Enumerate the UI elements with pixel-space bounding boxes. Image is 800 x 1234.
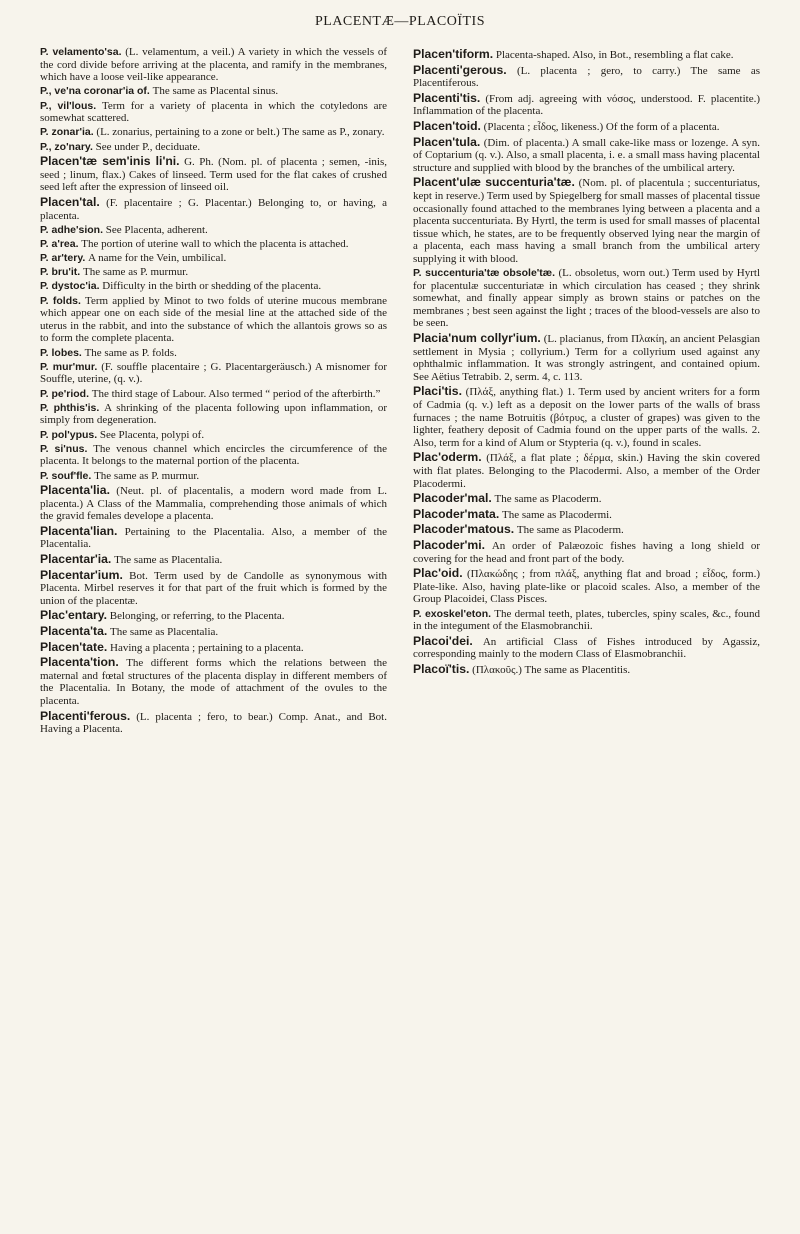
dictionary-entry — [40, 252, 387, 265]
entry-headword: Placentar'ia. — [40, 552, 112, 567]
entry-headword: P. bru'it. — [40, 266, 81, 279]
entry-definition: The same as Placodermi. — [501, 508, 612, 521]
entry-headword: P. folds. — [40, 294, 81, 307]
entry-definition: See under P., deciduate. — [95, 140, 201, 153]
entry-headword: P., vil'lous. — [40, 99, 97, 112]
entry-headword: Placenti'ferous. — [40, 708, 131, 723]
entry-definition: The same as Placoderm. — [516, 524, 624, 537]
dictionary-entry — [413, 635, 760, 661]
entry-definition: Pertaining to the Placentalia. Also, a member of the Placentalia. — [40, 525, 387, 551]
entry-headword: Placenta'lia. — [40, 483, 110, 498]
dictionary-entry — [40, 100, 387, 125]
entry-definition: (L. placenta ; gero, to carry.) The same as Placentiferous. — [413, 64, 761, 90]
dictionary-entry — [40, 388, 387, 401]
entry-definition: (Πλακώδης ; from πλάξ, anything flat and broad ; εἶδος, form.) Plate-like. Also, having plate-like or placoid scales. Also, a member of the Group Placoidei, Class Pisces. — [413, 568, 761, 606]
dictionary-entry — [413, 64, 760, 90]
entry-definition: (L. velamentum, a veil.) A variety in which the vessels of the cord divide before arriving at the placenta, and ramify in the membranes, which have a loose veil-like appearance. — [40, 46, 388, 84]
dictionary-entry — [413, 120, 760, 134]
entry-headword: Placen'tate. — [40, 639, 108, 654]
dictionary-entry — [40, 196, 387, 222]
dictionary-entry — [413, 451, 760, 490]
entry-headword: Placoder'mata. — [413, 506, 500, 521]
entry-definition: (L. placianus, from Πλακίη, an ancient Pelasgian settlement in Mysia ; collyrium.) Term for a collyrium used against any ophthalmic inflammation. It was strongly astringent, and contained opium. See Aëtius Tetrabib. 2, serm. 4, c. 113. — [413, 333, 760, 383]
dictionary-entry — [40, 141, 387, 154]
entry-definition: (Neut. pl. of placentalis, a modern word made from L. placenta.) A Class of the Mammalia, comprehending those animals of which the gravid females develope a placenta. — [40, 485, 388, 523]
entry-definition: The different forms which the relations between the maternal and fœtal structures of the placenta display in different members of the Placentalia. In Botany, the mode of attachment of the ovules to the placenta. — [40, 657, 388, 707]
dictionary-entry — [40, 361, 387, 386]
entry-headword: Placenta'lian. — [40, 523, 118, 538]
dictionary-entry — [40, 46, 387, 84]
entry-headword: Placoder'mi. — [413, 537, 485, 552]
entry-definition: Placenta-shaped. Also, in Bot., resembling a flat cake. — [495, 49, 734, 61]
dictionary-entry — [40, 569, 387, 608]
entry-headword: P. mur'mur. — [40, 360, 98, 373]
dictionary-entry — [413, 492, 760, 506]
entry-definition: Difficulty in the birth or shedding of the placenta. — [102, 280, 322, 293]
dictionary-entry — [413, 508, 760, 522]
dictionary-entry — [40, 553, 387, 567]
dictionary-entry — [40, 126, 387, 139]
left-column — [40, 46, 387, 737]
dictionary-entry — [40, 155, 387, 194]
dictionary-entry — [413, 48, 760, 62]
entry-headword: Placen'toid. — [413, 118, 481, 133]
entry-headword: P. pe'riod. — [40, 387, 89, 400]
entry-headword: Placi'tis. — [413, 384, 462, 399]
dictionary-entry — [40, 525, 387, 551]
entry-headword: Placoi'dei. — [413, 633, 473, 648]
entry-definition: (Nom. pl. of placentula ; succenturiatus, kept in reserve.) Term used by Spiegelberg for small masses of placental tissue occasionally found attached to the membranes lying between a placenta and a placenta succenturiata. By Hyrtl, the term is used for small masses of placental tissue which, he states, are to be frequently observed lying near the margin of a placenta, each mass having a small branch from the umbilical artery supplying it with blood. — [413, 177, 760, 265]
entry-headword: Placoï'tis. — [413, 661, 470, 676]
entry-headword: P. phthis'is. — [40, 401, 100, 414]
entry-headword: P. pol'ypus. — [40, 428, 98, 441]
entry-definition: The dermal teeth, plates, tubercles, spiny scales, &c., found in the integument of the Elasmobranchii. — [413, 607, 761, 633]
entry-definition: (From adj. agreeing with νόσος, understood. F. placentite.) Inflammation of the placenta. — [413, 92, 761, 118]
dictionary-entry — [413, 385, 760, 449]
entry-headword: Placenti'gerous. — [413, 62, 507, 77]
dictionary-entry — [40, 266, 387, 279]
entry-headword: P., zo'nary. — [40, 140, 93, 153]
entry-definition: The venous channel which encircles the circumference of the placenta. It belongs to the maternal portion of the placenta. — [40, 442, 388, 468]
entry-headword: Placenta'tion. — [40, 655, 119, 670]
entry-definition: The same as P. murmur. — [94, 469, 200, 482]
dictionary-entry — [40, 85, 387, 98]
dictionary-entry — [40, 710, 387, 736]
entry-definition: Belonging, or referring, to the Placenta. — [109, 610, 285, 623]
entry-definition: A shrinking of the placenta following upon inflammation, or simply from degeneration. — [40, 401, 388, 427]
entry-definition: Bot. Term used by de Candolle as synonymous with Placenta. Mirbel reserves it for that part of the fruit which is formed by the union of the placentæ. — [40, 569, 388, 607]
entry-definition: (Πλακοῦς.) The same as Placentitis. — [472, 663, 631, 676]
entry-headword: Placia'num collyr'ium. — [413, 331, 541, 346]
entry-headword: Placen'tiform. — [413, 47, 494, 61]
entry-headword: Placenta'ta. — [40, 624, 108, 639]
entry-headword: Placen'tal. — [40, 194, 100, 209]
entry-definition: The same as Placentalia. — [114, 554, 223, 567]
entry-headword: P. souf'fle. — [40, 469, 92, 482]
entry-definition: An order of Palæozoic fishes having a long shield or covering for the head and front part of the body. — [413, 539, 761, 565]
entry-definition: (Πλάξ, anything flat.) 1. Term used by ancient writers for a form of Cadmia (q. v.) left as a deposit on the lower parts of the walls of brass furnaces ; the name Botruitis (βότρυς, a cluster of grapes) was given to the lighter, feathery deposit of Cadmia found on the upper parts of the walls. 2. Also, term for a kind of Alum or Stypteria (q. v.), found in scales. — [413, 386, 760, 449]
entry-headword: P. ar'tery. — [40, 252, 86, 265]
dictionary-entry — [40, 470, 387, 483]
dictionary-entry — [40, 402, 387, 427]
entry-headword: Placen'tula. — [413, 134, 481, 149]
entry-definition: See Placenta, polypi of. — [99, 428, 205, 441]
entry-definition: (L. placenta ; fero, to bear.) Comp. Anat., and Bot. Having a Placenta. — [40, 710, 387, 736]
entry-headword: P. velamento'sa. — [40, 46, 122, 58]
page-header: PLACENTÆ—PLACOÏTIS — [314, 14, 485, 29]
entry-headword: P. lobes. — [40, 346, 82, 359]
entry-headword: Placenti'tis. — [413, 90, 481, 105]
dictionary-entry — [413, 332, 760, 383]
entry-definition: (Placenta ; εἶδος, likeness.) Of the form of a placenta. — [483, 120, 720, 133]
dictionary-entry — [40, 429, 387, 442]
entry-headword: P. exoskel'eton. — [413, 607, 492, 620]
entry-definition: The same as Placentalia. — [110, 626, 219, 639]
entry-headword: Placentar'ium. — [40, 567, 123, 582]
entry-headword: Placen'tæ sem'inis li'ni. — [40, 154, 180, 169]
entry-definition: (F. placentaire ; G. Placentar.) Belonging to, or having, a placenta. — [40, 196, 387, 222]
entry-headword: Placoder'mal. — [413, 491, 492, 506]
dictionary-entry — [413, 608, 760, 633]
dictionary-entry — [413, 176, 760, 265]
entry-definition: Term for a variety of placenta in which the cotyledons are somewhat scattered. — [40, 99, 388, 125]
entry-headword: P., ve'na coronar'ia of. — [40, 85, 150, 98]
entry-headword: Placoder'matous. — [413, 522, 515, 537]
entry-definition: An artificial Class of Fishes introduced by Agassiz, corresponding mainly to the modern Class of Elasmobranchii. — [413, 635, 760, 661]
entry-definition: (F. souffle placentaire ; G. Placentargeräusch.) A misnomer for Souffle, uterine, (q. v.). — [40, 360, 387, 386]
entry-definition: The third stage of Labour. Also termed “ period of the afterbirth.” — [91, 387, 381, 400]
entry-headword: P. zonar'ia. — [40, 126, 94, 139]
dictionary-entry — [40, 347, 387, 360]
entry-definition: A name for the Vein, umbilical. — [88, 252, 227, 265]
entry-definition: The same as Placental sinus. — [152, 85, 279, 98]
right-column — [413, 46, 760, 678]
entry-definition: G. Ph. (Nom. pl. of placenta ; semen, -inis, seed ; linum, flax.) Cakes of linseed. Term used for the flat cakes of crushed seed left after the expression of linseed oil. — [40, 156, 387, 194]
dictionary-entry — [40, 656, 387, 707]
entry-headword: P. dystoc'ia. — [40, 280, 100, 293]
dictionary-entry — [413, 539, 760, 565]
entry-definition: Term applied by Minot to two folds of uterine mucous membrane which appear one on each side of the mesial line at the attached side of the uterus in the rabbit, and into the substance of which the allantois grows so as to form the complete placenta. — [40, 294, 388, 345]
entry-definition: The portion of uterine wall to which the placenta is attached. — [81, 237, 349, 250]
entry-definition: Having a placenta ; pertaining to a placenta. — [110, 641, 304, 654]
dictionary-entry — [413, 92, 760, 118]
entry-headword: Plac'entary. — [40, 608, 108, 623]
entry-headword: P. a'rea. — [40, 237, 79, 250]
columns — [40, 46, 760, 737]
entry-headword: Plac'oid. — [413, 566, 463, 581]
dictionary-entry — [413, 663, 760, 677]
entry-definition: The same as P. folds. — [84, 346, 177, 359]
dictionary-entry — [40, 625, 387, 639]
entry-definition: (Πλάξ, a flat plate ; δέρμα, skin.) Having the skin covered with flat plates. Belonging to the Placodermi. Also, a member of the Order Placodermi. — [413, 452, 760, 490]
dictionary-entry — [40, 238, 387, 251]
entry-definition: (L. obsoletus, worn out.) Term used by Hyrtl for placentulæ succenturiatæ in which circulation has ceased ; they shrink somewhat, and finally appear simply as brown stains or patches on the membranes ; best seen against the light ; traces of the blood-vessels are also to be seen. — [413, 267, 760, 330]
dictionary-entry — [40, 609, 387, 623]
entry-definition: See Placenta, adherent. — [105, 223, 208, 236]
entry-definition: The same as Placoderm. — [494, 493, 602, 506]
dictionary-entry — [40, 224, 387, 237]
dictionary-entry — [40, 443, 387, 468]
dictionary-entry — [413, 136, 760, 175]
dictionary-entry — [40, 295, 387, 345]
dictionary-entry — [413, 267, 760, 330]
dictionary-entry — [40, 641, 387, 655]
dictionary-entry — [40, 280, 387, 293]
dictionary-entry — [413, 567, 760, 606]
entry-definition: The same as P. murmur. — [82, 266, 189, 279]
entry-headword: Plac'oderm. — [413, 450, 482, 465]
entry-headword: P. si'nus. — [40, 442, 88, 455]
dictionary-entry — [413, 523, 760, 537]
entry-headword: P. adhe'sion. — [40, 223, 103, 236]
entry-headword: Placent'ulæ succenturia'tæ. — [413, 175, 575, 190]
entry-definition: (L. zonarius, pertaining to a zone or belt.) The same as P., zonary. — [96, 126, 385, 139]
entry-definition: (Dim. of placenta.) A small cake-like mass or lozenge. A syn. of Coptarium (q. v.). Also, a small placenta, i. e. a small mass having placental structure and supplied with blood by the branches of the umbilical artery. — [413, 136, 760, 174]
dictionary-entry — [40, 484, 387, 523]
entry-headword: P. succenturia'tæ obsole'tæ. — [413, 267, 556, 280]
